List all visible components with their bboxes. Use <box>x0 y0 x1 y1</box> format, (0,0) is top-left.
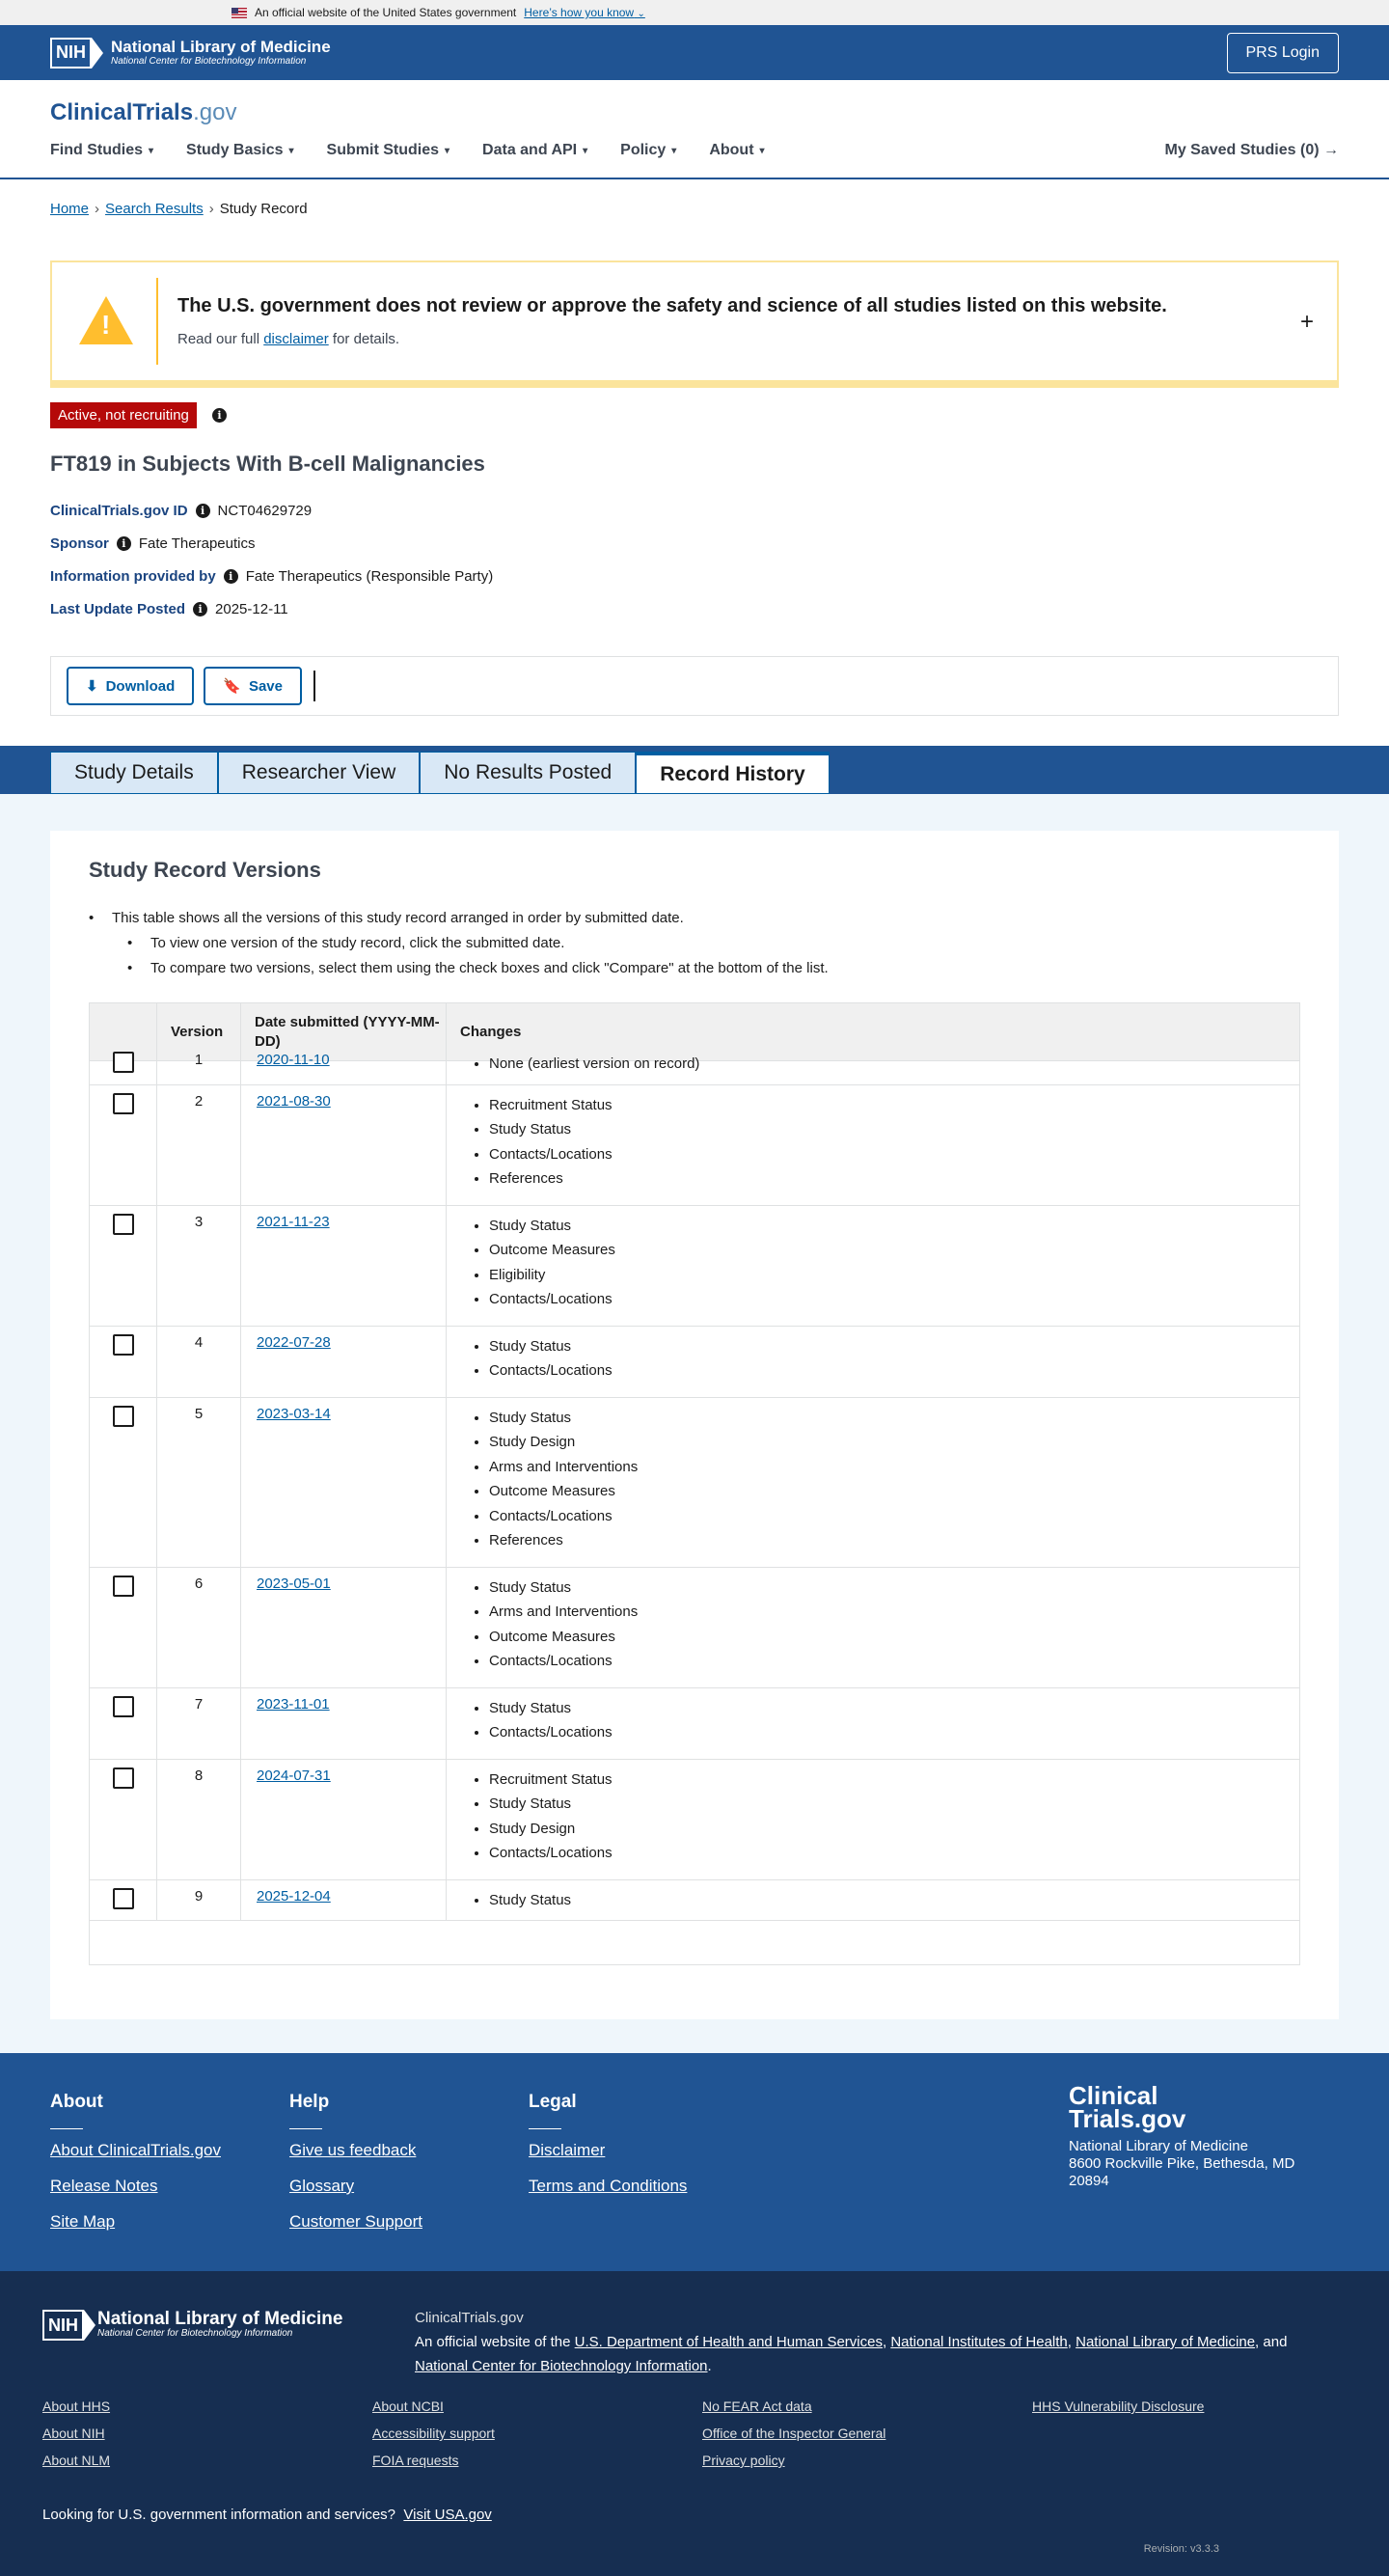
clinicaltrials-logo[interactable]: ClinicalTrials.gov <box>50 99 237 125</box>
version-date-cell <box>241 1760 447 1879</box>
info-icon[interactable]: i <box>224 569 238 584</box>
version-number: 2 <box>157 1085 241 1205</box>
gov-banner-text: An official website of the United States government <box>255 6 517 19</box>
version-checkbox-cell <box>90 1044 157 1084</box>
version-number: 9 <box>157 1880 241 1921</box>
change-item: • Study Status <box>489 1117 1299 1142</box>
footer-link[interactable]: HHS Vulnerability Disclosure <box>1032 2398 1205 2414</box>
change-item: • None (earliest version on record) <box>489 1052 1299 1077</box>
version-changes <box>447 1568 1299 1687</box>
chevron-right-icon: › <box>95 201 100 217</box>
site-header <box>0 80 1389 179</box>
versions-table <box>89 1002 1300 1965</box>
change-item: • Study Status <box>489 1792 1299 1817</box>
info-icon[interactable]: i <box>196 504 210 518</box>
footer-link[interactable]: No FEAR Act data <box>702 2398 812 2414</box>
chevron-right-icon: › <box>208 201 214 217</box>
header-version: Version <box>157 1003 241 1060</box>
prs-login-button[interactable]: PRS Login <box>1227 33 1340 73</box>
table-row <box>90 1327 1299 1398</box>
nav-policy[interactable]: Policy ▾ <box>620 142 677 158</box>
save-button[interactable]: 🔖 Save <box>204 667 302 705</box>
nih-logo-icon: NIH <box>50 38 92 69</box>
version-date-cell <box>241 1880 447 1921</box>
nlm-name: National Library of Medicine <box>111 37 331 56</box>
version-checkbox-cell <box>90 1688 157 1759</box>
change-item: • Contacts/Locations <box>489 1504 1299 1529</box>
versions-instructions: • This table shows all the versions of this study record arranged in order by submitted date. • To view one version of the study record, click the submitted date. • To compare two versions, select them using the check boxes and click "Compare" at the bottom of the list. <box>89 910 829 976</box>
change-item: • Arms and Interventions <box>489 1455 1299 1480</box>
warning-icon: ! <box>79 296 133 346</box>
versions-title: Study Record Versions <box>89 858 321 882</box>
nih-logo[interactable] <box>50 38 331 69</box>
tab-no-results-posted[interactable]: No Results Posted <box>420 752 636 794</box>
change-item: • Recruitment Status <box>489 1093 1299 1118</box>
version-checkbox[interactable] <box>113 1334 134 1356</box>
us-flag-icon <box>232 8 247 18</box>
version-checkbox[interactable] <box>113 1052 134 1073</box>
version-changes <box>447 1398 1299 1567</box>
nav-submit-studies[interactable]: Submit Studies ▾ <box>326 142 450 158</box>
change-item: • Outcome Measures <box>489 1238 1299 1263</box>
bookmark-icon: 🔖 <box>223 678 241 695</box>
version-checkbox[interactable] <box>113 1888 134 1909</box>
breadcrumb-search-results[interactable]: Search Results <box>105 201 204 217</box>
chevron-down-icon: ⌄ <box>637 9 645 19</box>
change-item: • Contacts/Locations <box>489 1841 1299 1866</box>
version-checkbox[interactable] <box>113 1093 134 1114</box>
header-date: Date submitted (YYYY-MM-DD) <box>241 1003 447 1060</box>
breadcrumb-home[interactable]: Home <box>50 201 90 217</box>
version-changes <box>447 1760 1299 1879</box>
change-item: • Outcome Measures <box>489 1625 1299 1650</box>
footer-link[interactable]: About NCBI <box>372 2398 444 2414</box>
version-changes <box>447 1044 1299 1084</box>
version-checkbox-cell <box>90 1398 157 1567</box>
disclaimer-title: The U.S. government does not review or approve the safety and science of all studies listed on this website. <box>177 295 1167 316</box>
table-row <box>90 1206 1299 1327</box>
footer-link[interactable]: Give us feedback <box>289 2141 417 2159</box>
download-button[interactable]: ⬇ Download <box>67 667 194 705</box>
version-checkbox-cell <box>90 1206 157 1326</box>
nlm-link[interactable]: National Library of Medicine <box>1076 2334 1256 2350</box>
tab-study-details[interactable]: Study Details <box>50 752 218 794</box>
record-actions <box>50 656 1339 716</box>
arrow-right-icon: → <box>1323 142 1339 158</box>
change-item: • Study Status <box>489 1214 1299 1239</box>
version-date-link[interactable]: 2020-11-10 <box>257 1052 330 1068</box>
revision-text: Revision: v3.3.3 <box>1143 2543 1219 2555</box>
header-changes: Changes <box>460 1024 522 1040</box>
nav-data-and-api[interactable]: Data and API ▾ <box>482 142 588 158</box>
footer <box>0 2053 1389 2271</box>
chevron-down-icon: ▾ <box>759 145 765 156</box>
table-row <box>90 1688 1299 1760</box>
footer-about: About About ClinicalTrials.gov Release Notes Site Map <box>50 2092 221 2231</box>
nav-find-studies[interactable]: Find Studies ▾ <box>50 142 154 158</box>
version-date-cell <box>241 1044 447 1084</box>
footer-bottom <box>0 2271 1389 2576</box>
version-date-cell <box>241 1085 447 1205</box>
footer-link[interactable]: Disclaimer <box>529 2141 606 2159</box>
nlm-footer-logo[interactable]: NIH National Library of Medicine National Center for Biotechnology Information <box>42 2310 342 2341</box>
version-date-link[interactable]: 2025-12-04 <box>257 1887 331 1905</box>
my-saved-studies-link[interactable]: My Saved Studies (0) → <box>1164 142 1339 158</box>
status-badge: Active, not recruiting <box>50 402 197 428</box>
download-icon: ⬇ <box>86 678 98 695</box>
hhs-link[interactable]: U.S. Department of Health and Human Services <box>574 2334 883 2350</box>
table-body <box>90 1044 1299 1921</box>
footer-link[interactable]: About HHS <box>42 2398 111 2414</box>
chevron-down-icon: ▾ <box>288 145 294 156</box>
record-tabs <box>50 752 830 794</box>
footer-logo[interactable]: Clinical Trials.gov <box>1069 2081 1186 2133</box>
breadcrumb <box>50 201 308 217</box>
nav-study-basics[interactable]: Study Basics ▾ <box>186 142 294 158</box>
version-changes <box>447 1880 1299 1921</box>
info-icon[interactable]: i <box>193 602 207 617</box>
version-date-link[interactable]: 2023-03-14 <box>257 1405 331 1422</box>
change-item: • Recruitment Status <box>489 1768 1299 1793</box>
footer-link[interactable]: Site Map <box>50 2212 116 2231</box>
ncbi-link[interactable]: National Center for Biotechnology Information <box>415 2358 708 2374</box>
version-checkbox[interactable] <box>113 1696 134 1717</box>
version-changes <box>447 1085 1299 1205</box>
table-row <box>90 1880 1299 1922</box>
footer-link[interactable]: Accessibility support <box>372 2425 495 2441</box>
nct-id-row: ClinicalTrials.gov ID i NCT04629729 <box>50 503 313 519</box>
change-item: • Arms and Interventions <box>489 1600 1299 1625</box>
version-date-link[interactable]: 2021-11-23 <box>257 1213 330 1230</box>
information-provided-row: Information provided by i Fate Therapeutics (Responsible Party) <box>50 568 494 585</box>
table-row <box>90 1760 1299 1880</box>
version-checkbox-cell <box>90 1760 157 1879</box>
version-checkbox-cell <box>90 1327 157 1397</box>
version-date-cell <box>241 1688 447 1759</box>
change-item: • References <box>489 1528 1299 1553</box>
footer-help: Help Give us feedback Glossary Customer Support <box>289 2092 422 2231</box>
disclaimer-link[interactable]: disclaimer <box>263 331 329 347</box>
version-number: 6 <box>157 1568 241 1687</box>
tab-researcher-view[interactable]: Researcher View <box>218 752 421 794</box>
version-checkbox-cell <box>90 1085 157 1205</box>
footer-link[interactable]: About ClinicalTrials.gov <box>50 2141 221 2159</box>
breadcrumb-current: Study Record <box>219 201 308 217</box>
visit-usa-gov-link[interactable]: Visit USA.gov <box>403 2507 492 2523</box>
sponsor-row: Sponsor i Fate Therapeutics <box>50 535 256 552</box>
change-item: • Contacts/Locations <box>489 1287 1299 1312</box>
change-item: • Study Status <box>489 1334 1299 1359</box>
version-number: 1 <box>157 1044 241 1084</box>
change-item: • Study Design <box>489 1817 1299 1842</box>
toolbar-divider <box>313 671 315 701</box>
chevron-down-icon: ▾ <box>445 145 450 156</box>
disclaimer-alert <box>50 260 1339 388</box>
version-number: 5 <box>157 1398 241 1567</box>
info-icon[interactable]: i <box>212 408 227 423</box>
nav-about[interactable]: About ▾ <box>709 142 765 158</box>
version-checkbox-cell <box>90 1568 157 1687</box>
version-checkbox[interactable] <box>113 1406 134 1427</box>
ncbi-name: National Center for Biotechnology Information <box>111 55 307 67</box>
page-title: FT819 in Subjects With B-cell Malignancies <box>50 452 485 476</box>
version-checkbox[interactable] <box>113 1576 134 1597</box>
version-date-link[interactable]: 2021-08-30 <box>257 1092 331 1110</box>
change-item: • Contacts/Locations <box>489 1358 1299 1384</box>
footer-legal: Legal Disclaimer Terms and Conditions <box>529 2092 688 2195</box>
footer-link[interactable]: Office of the Inspector General <box>702 2425 886 2441</box>
last-update-row: Last Update Posted i 2025-12-11 <box>50 601 288 617</box>
change-item: • Contacts/Locations <box>489 1649 1299 1674</box>
footer-link[interactable]: Release Notes <box>50 2177 158 2195</box>
change-item: • Study Status <box>489 1406 1299 1431</box>
version-date-cell <box>241 1327 447 1397</box>
chevron-down-icon: ▾ <box>583 145 588 156</box>
version-date-cell <box>241 1206 447 1326</box>
table-row <box>90 1044 1299 1085</box>
expand-plus-icon[interactable]: + <box>1299 309 1314 335</box>
version-number: 3 <box>157 1206 241 1326</box>
change-item: • Study Status <box>489 1696 1299 1721</box>
footer-link[interactable]: Privacy policy <box>702 2453 785 2468</box>
change-item: • Contacts/Locations <box>489 1720 1299 1745</box>
change-item: • Outcome Measures <box>489 1479 1299 1504</box>
version-changes <box>447 1688 1299 1759</box>
footer-link[interactable]: About NIH <box>42 2425 105 2441</box>
footer-link[interactable]: Glossary <box>289 2177 355 2195</box>
change-item: • Study Status <box>489 1888 1299 1913</box>
version-date-link[interactable]: 2022-07-28 <box>257 1333 331 1351</box>
version-date-cell <box>241 1568 447 1687</box>
version-number: 8 <box>157 1760 241 1879</box>
version-date-link[interactable]: 2023-05-01 <box>257 1575 331 1592</box>
official-website-info: ClinicalTrials.gov An official website of the U.S. Department of Health and Human Services, National Institutes of Health, National Library of Medicine, and National Center for Biotechnology Information. <box>415 2310 1288 2374</box>
version-checkbox[interactable] <box>113 1214 134 1235</box>
footer-link[interactable]: FOIA requests <box>372 2453 459 2468</box>
chevron-down-icon: ▾ <box>149 145 154 156</box>
change-item: • Study Status <box>489 1576 1299 1601</box>
footer-brand: Clinical Trials.gov National Library of Medicine 8600 Rockville Pike, Bethesda, MD 20894 <box>1069 2084 1320 2190</box>
main-nav <box>50 142 765 159</box>
table-row <box>90 1568 1299 1688</box>
info-icon[interactable]: i <box>117 536 131 551</box>
version-changes <box>447 1327 1299 1397</box>
version-checkbox-cell <box>90 1880 157 1921</box>
footer-link[interactable]: Customer Support <box>289 2212 422 2231</box>
change-item: • Eligibility <box>489 1263 1299 1288</box>
tab-record-history[interactable]: Record History <box>636 752 830 794</box>
version-date-link[interactable]: 2023-11-01 <box>257 1695 330 1713</box>
usa-gov-row: Looking for U.S. government information and services? Visit USA.gov <box>42 2507 492 2523</box>
table-row <box>90 1398 1299 1568</box>
disclaimer-text: Read our full disclaimer for details. <box>177 331 400 347</box>
version-checkbox[interactable] <box>113 1768 134 1789</box>
nih-link[interactable]: National Institutes of Health <box>890 2334 1068 2350</box>
version-date-cell <box>241 1398 447 1567</box>
footer-link[interactable]: About NLM <box>42 2453 111 2468</box>
versions-card <box>50 831 1339 2019</box>
heres-how-you-know-link[interactable]: Here’s how you know ⌄ <box>524 6 645 19</box>
gov-banner <box>0 0 1389 25</box>
footer-link[interactable]: Terms and Conditions <box>529 2177 688 2195</box>
footer-bottom-links <box>42 2398 1362 2480</box>
change-item: • Contacts/Locations <box>489 1142 1299 1167</box>
change-item: • Study Design <box>489 1430 1299 1455</box>
version-date-link[interactable]: 2024-07-31 <box>257 1767 331 1784</box>
chevron-down-icon: ▾ <box>671 145 677 156</box>
version-number: 7 <box>157 1688 241 1759</box>
nih-header <box>0 25 1389 80</box>
version-number: 4 <box>157 1327 241 1397</box>
version-changes <box>447 1206 1299 1326</box>
table-row <box>90 1085 1299 1206</box>
change-item: • References <box>489 1166 1299 1192</box>
